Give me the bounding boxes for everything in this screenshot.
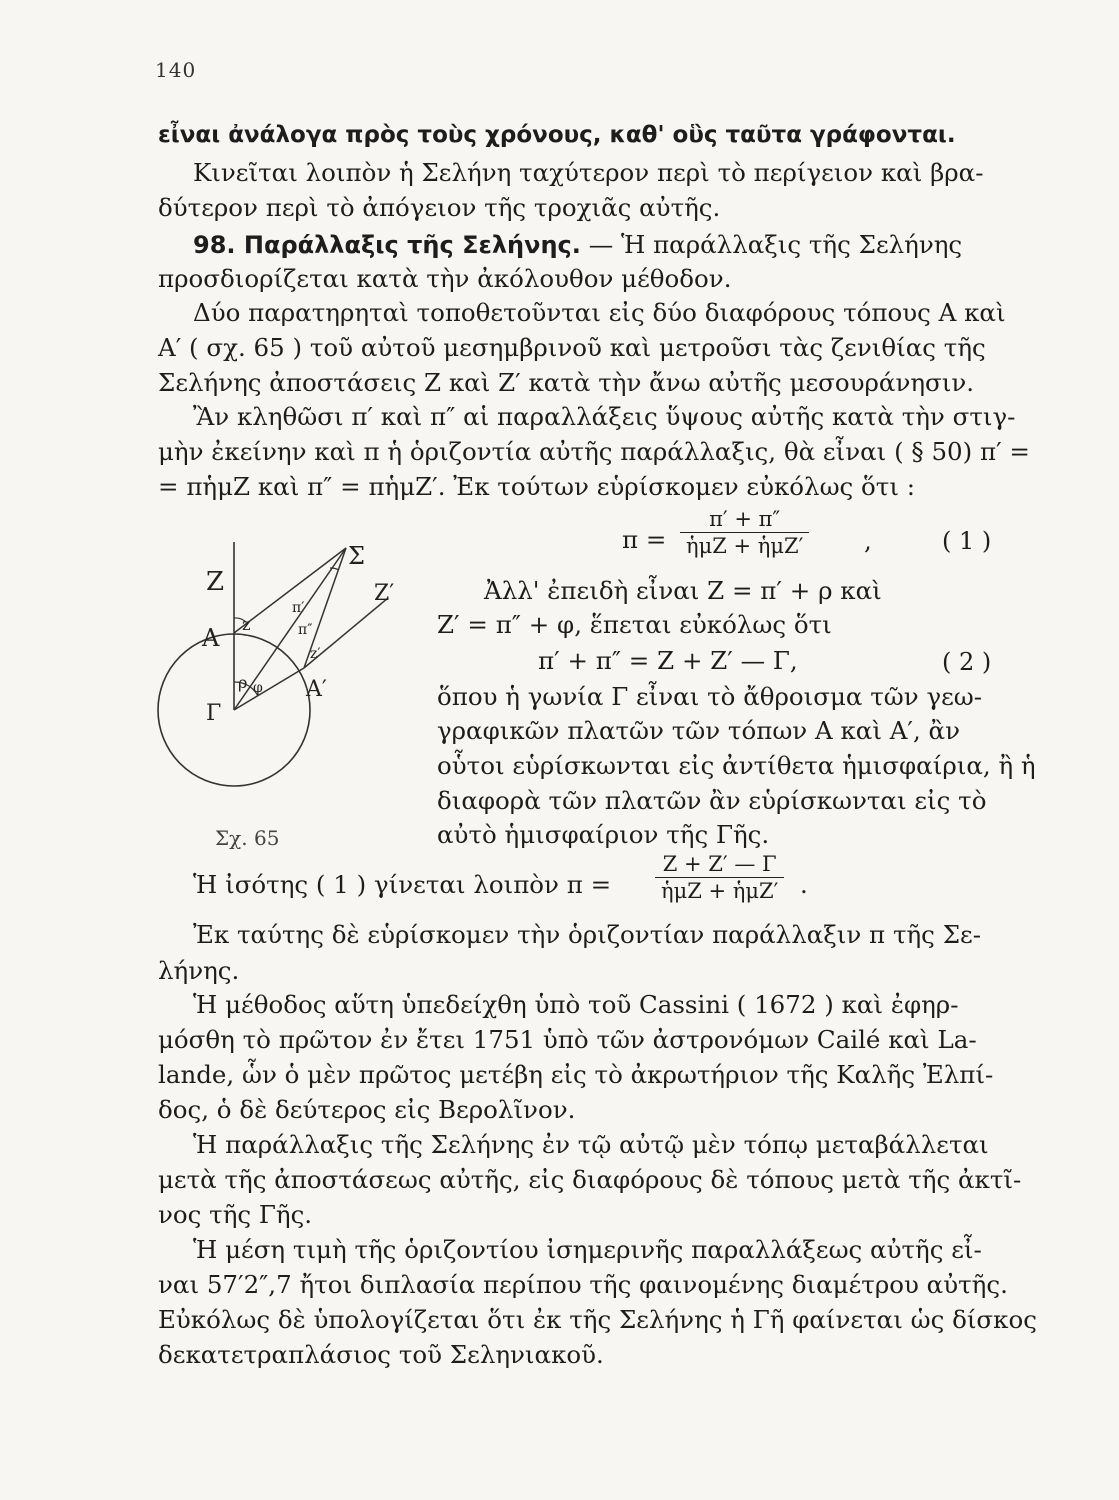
text-line-32: Εὐκόλως δὲ ὑπολογίζεται ὅτι ἐκ τῆς Σελήνης ἡ Γῆ φαίνεται ὡς δίσκος [158,1305,1037,1334]
text-line-17: οὗτοι εὑρίσκωνται εἰς ἀντίθετα ἡμισφαίρια, ἢ ἡ [437,751,1036,780]
text-line-30: Ἡ μέση τιμὴ τῆς ὁριζοντίου ἰσημερινῆς παραλλάξεως αὐτῆς εἶ- [193,1235,982,1264]
label-pi-double-prime: π″ [298,622,313,638]
eq1-fraction-bar [680,532,809,533]
text-line-11: = πἡμΖ καὶ π″ = πἡμΖ′. Ἐκ τούτων εὑρίσκομεν εὐκόλως ὅτι : [158,472,916,501]
label-phi: φ [253,680,263,696]
text-line-15: ὅπου ἡ γωνία Γ εἶναι τὸ ἄθροισμα τῶν γεω- [437,682,983,711]
section-title: 98. Παράλλαξις τῆς Σελήνης. [193,231,581,259]
eq2-number: ( 2 ) [942,648,992,676]
eq1-fraction [680,507,809,558]
text-line-21: Ἐκ ταύτης δὲ εὑρίσκομεν τὴν ὁριζοντίαν παράλλαξιν π τῆς Σε- [193,920,981,949]
label-z-prime: Ζ′ [374,581,395,606]
text-line-5: προσδιορίζεται κατὰ τὴν ἀκόλουθον μέθοδον. [158,264,732,293]
eq3-tail: . [800,870,808,899]
section-heading-line [193,230,962,260]
eq1-numerator: π′ + π″ [709,507,781,531]
label-gamma: Γ [206,701,222,726]
eq1-lhs: π = [622,525,667,554]
line-center-to-moon [234,548,346,710]
text-line-10: μὴν ἐκείνην καὶ π ἡ ὁριζοντία αὐτῆς παράλλαξις, θὰ εἶναι ( § 50) π′ = [158,437,1030,466]
text-line-29: νος τῆς Γῆς. [158,1200,313,1229]
text-line-23: Ἡ μέθοδος αὕτη ὑπεδείχθη ὑπὸ τοῦ Cassini ( 1672 ) καὶ ἐφηρ- [193,990,959,1019]
text-line-18: διαφορὰ τῶν πλατῶν ἂν εὑρίσκωνται εἰς τὸ [437,786,987,815]
eq3-fraction-bar [655,877,784,878]
label-sigma: Σ [348,542,365,570]
text-line-4: — Ἡ παράλλαξις τῆς Σελήνης [588,230,963,259]
text-line-19: αὐτὸ ἡμισφαίριον τῆς Γῆς. [437,820,770,849]
eq3-fraction [655,852,784,903]
text-line-3: δύτερον περὶ τὸ ἀπόγειον τῆς τροχιᾶς αὐτῆς. [158,193,721,222]
text-line-20: Ἡ ἰσότης ( 1 ) γίνεται λοιπὸν π = [193,870,612,899]
text-line-12: Ἀλλ' ἐπειδὴ εἶναι Ζ = π′ + ρ καὶ [484,576,882,605]
figure-65-diagram [150,530,420,830]
line-a-to-moon [234,548,346,633]
eq1-denominator: ἡμΖ + ἡμΖ′ [686,534,804,558]
eq3-denominator: ἡμΖ + ἡμΖ′ [661,879,779,903]
eq3-numerator: Ζ + Ζ′ — Γ [662,852,777,876]
label-small-z-prime: z′ [310,646,321,662]
label-rho: ρ [238,673,248,692]
text-line-1: εἶναι ἀνάλογα πρὸς τοὺς χρόνους, καθ' οὓς ταῦτα γράφονται. [158,122,956,148]
text-line-33: δεκατετραπλάσιος τοῦ Σεληνιακοῦ. [158,1340,604,1369]
text-line-14: π′ + π″ = Ζ + Ζ′ — Γ, [538,646,798,675]
text-line-6: Δύο παρατηρηταὶ τοποθετοῦνται εἰς δύο διαφόρους τόπους Α καὶ [193,298,1006,327]
label-small-z: z [242,615,251,634]
eq1-tail: , [864,526,872,555]
text-line-9: Ἂν κληθῶσι π′ καὶ π″ αἱ παραλλάξεις ὕψους αὐτῆς κατὰ τὴν στιγ- [193,402,1016,431]
page-number: 140 [155,58,197,82]
text-line-2: Κινεῖται λοιπὸν ἡ Σελήνη ταχύτερον περὶ τὸ περίγειον καὶ βρα- [193,158,984,187]
label-a-prime: Α′ [306,677,327,702]
label-a: Α [202,624,220,652]
figure-caption: Σχ. 65 [215,826,280,850]
text-line-8: Σελήνης ἀποστάσεις Ζ καὶ Ζ′ κατὰ τὴν ἄνω αὐτῆς μεσουράνησιν. [158,368,975,397]
text-line-31: ναι 57′2″,7 ἤτοι διπλασία περίπου τῆς φαινομένης διαμέτρου αὐτῆς. [158,1270,1008,1299]
text-line-7: Α′ ( σχ. 65 ) τοῦ αὐτοῦ μεσημβρινοῦ καὶ μετροῦσι τὰς ζενιθίας τῆς [158,333,986,362]
text-line-25: lande, ὧν ὁ μὲν πρῶτος μετέβη εἰς τὸ ἀκρωτήριον τῆς Καλῆς Ἐλπί- [158,1060,994,1089]
text-line-24: μόσθη τὸ πρῶτον ἐν ἔτει 1751 ὑπὸ τῶν ἀστρονόμων Cailé καὶ La- [158,1025,977,1054]
label-pi-prime: π′ [292,600,305,616]
eq1-number: ( 1 ) [942,527,992,555]
text-line-27: Ἡ παράλλαξις τῆς Σελήνης ἐν τῷ αὐτῷ μὲν τόπῳ μεταβάλλεται [193,1130,989,1159]
text-line-22: λήνης. [158,956,240,985]
label-z: Ζ [206,567,225,597]
text-line-26: δος, ὁ δὲ δεύτερος εἰς Βερολῖνον. [158,1095,576,1124]
text-line-28: μετὰ τῆς ἀποστάσεως αὐτῆς, εἰς διαφόρους δὲ τόπους μετὰ τῆς ἀκτῖ- [158,1165,1022,1194]
text-line-16: γραφικῶν πλατῶν τῶν τόπων Α καὶ Α′, ἂν [437,716,960,745]
text-line-13: Ζ′ = π″ + φ, ἕπεται εὐκόλως ὅτι [437,610,832,639]
